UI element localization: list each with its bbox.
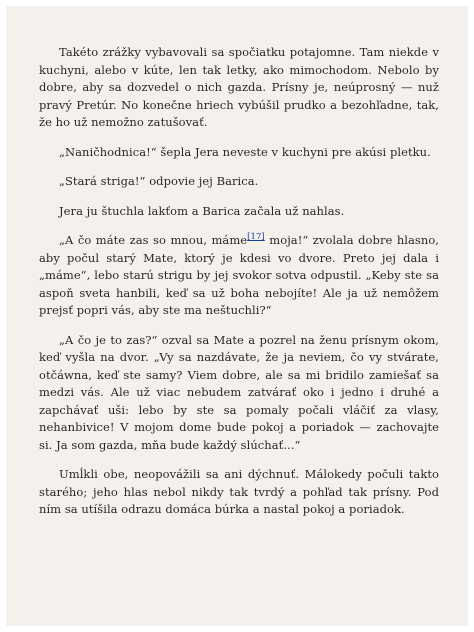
paragraph-5-text-start: „A čo máte zas so mnou, máme [59,233,248,247]
text-column [39,44,439,531]
footnote-link[interactable]: [17] [247,232,265,243]
paragraph-6: „A čo je to zas?“ ozval sa Mate a pozrel na ženu prísnym okom, keď vyšla na dvor. „Vy sa nazdávate, že ja neviem, čo vy stvárate, otčáwna, keď ste samy? Viem dobre, ale sa mi bridilo zamiešať sa medzi vás. Ale už viac nebudem zatvárať oko i jedno i druhé a zapchávať uši: lebo by ste sa pomaly počali vláčiť za vlasy, nehanbivice! V mojom dome bude pokoj a poriadok — zachovajte si. Ja som gazda, mňa bude každý slúchať...“ [39,332,439,452]
paragraph-1: Takéto zrážky vybavovali sa spočiatku potajomne. Tam niekde v kuchyni, alebo v kúte, len tak letky, ako mimochodom. Nebolo by dobre, aby sa dozvedel o nich gazda. Prísny je, neúprosný — nuž pravý Pretúr. No konečne hriech vybúšil prudko a bezohľadne, tak, že ho už nemožno zatušovať. [39,45,439,129]
paragraph-5-text-end: moja!“ zvolala dobre hlasno, aby počul starý Mate, ktorý je kdesi vo dvore. Preto jej dala i „máme“, lebo starú strigu by jej svokor sotva odpustil. „Keby ste sa aspoň sveta hanbili, keď sa už boha nebojíte! Ale ja už nemôžem prejsť popri vás, aby ste ma neštuchli?“ [39,233,439,317]
paragraph-2: „Naničhodnica!“ šepla Jera neveste v kuchyni pre akúsi pletku. [59,144,431,159]
paragraph-7: Umĺkli obe, neopovážili sa ani dýchnuť. Málokedy počuli takto starého; jeho hlas nebol nikdy tak tvrdý a pohľad tak prísny. Pod ním sa utíšila odrazu domáca búrka a nastal pokoj a poriadok. [39,467,439,516]
paragraph-5 [39,232,439,320]
paragraph-4: Jera ju štuchla lakťom a Barica začala už nahlas. [59,203,345,218]
paragraph-3: „Stará striga!“ odpovie jej Barica. [59,174,259,188]
